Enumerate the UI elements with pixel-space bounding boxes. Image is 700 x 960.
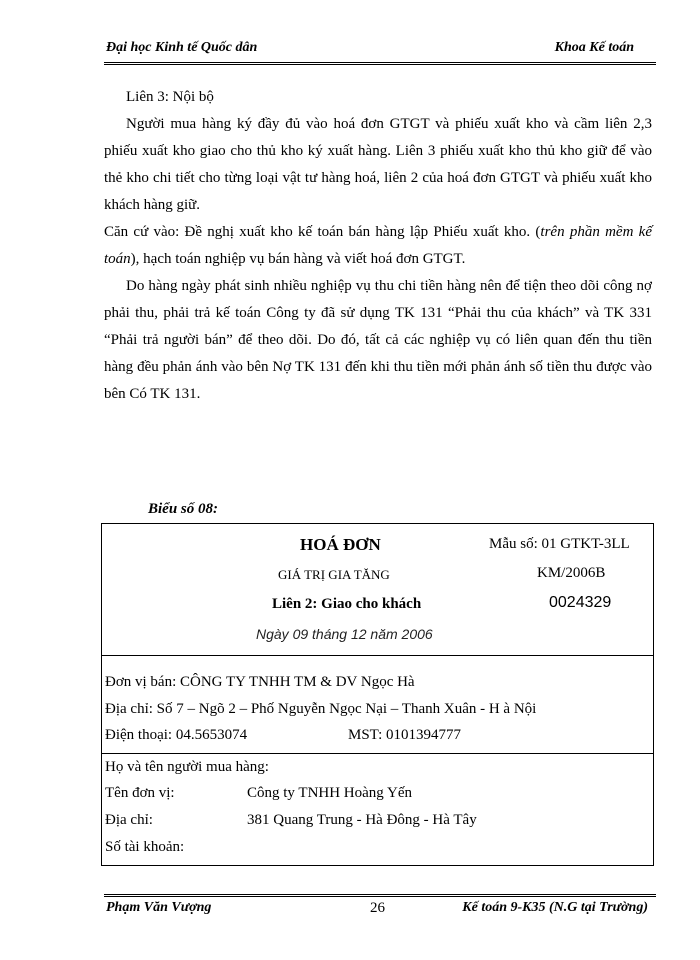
seller-tax-code: MST: 0101394777	[348, 727, 462, 743]
buyer-unit-value: Công ty TNHH Hoàng Yến	[247, 785, 412, 801]
figure-label: Biểu số 08:	[148, 501, 219, 517]
header-divider	[104, 62, 656, 66]
body-text	[104, 84, 652, 408]
section-heading: Liên 3: Nội bộ	[126, 89, 214, 105]
paragraph-2-text-a: Căn cứ vào: Đề nghị xuất kho kế toán bán hàng lập Phiếu xuất kho. (	[104, 224, 541, 240]
paragraph-1: Người mua hàng ký đầy đủ vào hoá đơn GTGT và phiếu xuất kho và cầm liên 2,3 phiếu xuất kho giao cho thủ kho ký xuất hàng. Liên 3 phiếu xuất kho thủ kho giữ để vào thẻ kho chi tiết cho từng loại vật tư hàng hoá, liên 2 của hoá đơn GTGT và phiếu xuất kho khách hàng giữ.	[104, 116, 652, 213]
buyer-name-label: Họ và tên người mua hàng:	[105, 759, 269, 775]
footer-class: Kế toán 9-K35 (N.G tại Trường)	[462, 900, 648, 915]
invoice-form-number: Mẫu số: 01 GTKT-3LL	[489, 536, 630, 552]
paragraph-2-text-b: ), hạch toán nghiệp vụ bán hàng và viết hoá đơn GTGT.	[130, 251, 466, 267]
buyer-unit-label: Tên đơn vị:	[105, 785, 175, 801]
invoice-subtitle: GIÁ TRỊ GIA TĂNG	[278, 567, 390, 582]
page-number: 26	[370, 900, 385, 916]
invoice-divider-2	[102, 753, 653, 754]
invoice-series: KM/2006B	[537, 565, 606, 581]
seller-address: Địa chỉ: Số 7 – Ngõ 2 – Phố Nguyễn Ngọc Nại – Thanh Xuân - H à Nội	[105, 701, 537, 717]
invoice-box	[101, 523, 654, 866]
page-footer	[104, 900, 656, 922]
invoice-title: HOÁ ĐƠN	[300, 535, 381, 554]
header-university: Đại học Kinh tế Quốc dân	[106, 40, 258, 55]
buyer-account-label: Số tài khoản:	[105, 839, 185, 855]
header-faculty: Khoa Kế toán	[554, 40, 634, 55]
footer-author: Phạm Văn Vượng	[106, 900, 212, 915]
paragraph-2	[104, 219, 652, 273]
invoice-date: Ngày 09 tháng 12 năm 2006	[256, 626, 433, 642]
seller-phone: Điện thoại: 04.5653074	[105, 727, 248, 743]
page-header	[104, 40, 656, 62]
paragraph-2-italic: trên phần mềm kế toán	[104, 224, 652, 267]
footer-divider	[104, 894, 656, 898]
buyer-address-value: 381 Quang Trung - Hà Đông - Hà Tây	[247, 812, 477, 828]
seller-name: Đơn vị bán: CÔNG TY TNHH TM & DV Ngọc Hà	[105, 674, 415, 690]
invoice-divider-1	[102, 655, 653, 656]
invoice-number: 0024329	[549, 594, 612, 611]
invoice-copy-label: Liên 2: Giao cho khách	[272, 596, 422, 612]
paragraph-3: Do hàng ngày phát sinh nhiều nghiệp vụ thu chi tiền hàng nên để tiện theo dõi công nợ phải thu, phải trả kế toán Công ty đã sử dụng TK 131 “Phải thu của khách” và TK 331 “Phải trả người bán” để theo dõi. Do đó, tất cả các nghiệp vụ có liên quan đến thu tiền hàng đều phản ánh vào bên Nợ TK 131 đến khi thu tiền mới phản ánh số tiền thu được vào bên Có TK 131.	[104, 278, 652, 402]
buyer-address-label: Địa chỉ:	[105, 812, 153, 828]
